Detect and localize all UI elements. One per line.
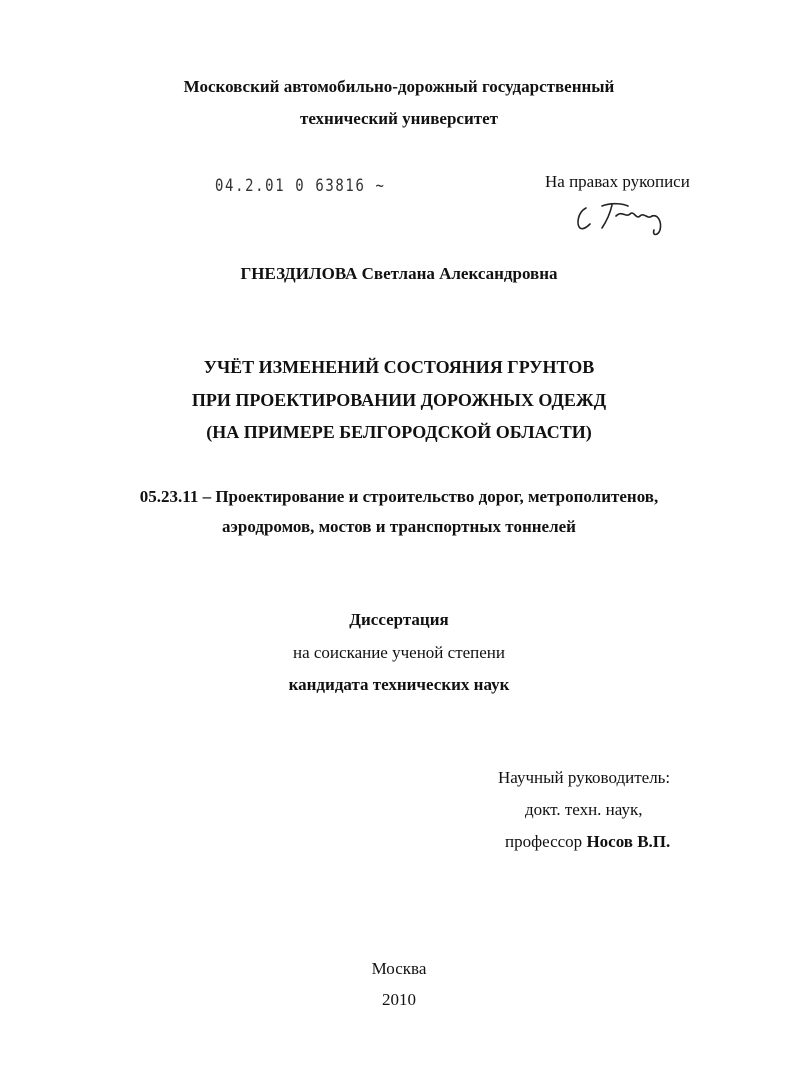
thesis-title-line1: УЧЁТ ИЗМЕНЕНИЙ СОСТОЯНИЯ ГРУНТОВ: [203, 357, 595, 377]
supervisor-rank: профессор: [505, 832, 587, 851]
year: 2010: [382, 990, 416, 1009]
author-surname: ГНЕЗДИЛОВА: [240, 264, 358, 283]
author-given-names: Светлана Александровна: [361, 264, 558, 283]
city: Москва: [371, 959, 427, 978]
author-name: [0, 263, 798, 285]
university-name-line2: технический университет: [299, 109, 499, 128]
registration-stamp: 04.2.01 0 63816 ~: [215, 176, 386, 196]
specialty-code: 05.23.11: [139, 487, 199, 506]
specialty-line1: [0, 486, 798, 508]
degree-name: кандидата технических наук: [288, 675, 510, 694]
university-name-line1: Московский автомобильно-дорожный государственный: [183, 77, 615, 96]
specialty-line2: аэродромов, мостов и транспортных тоннелей: [222, 517, 576, 536]
supervisor-label: Научный руководитель:: [498, 768, 671, 787]
thesis-title-line3: (НА ПРИМЕРЕ БЕЛГОРОДСКОЙ ОБЛАСТИ): [206, 422, 592, 442]
supervisor-name: Носов В.П.: [586, 832, 671, 851]
handwritten-signature: [572, 198, 676, 240]
manuscript-note: На правах рукописи: [545, 172, 690, 191]
supervisor-name-line: [505, 831, 670, 853]
specialty-description: – Проектирование и строительство дорог, метрополитенов,: [198, 487, 659, 506]
supervisor-credentials: докт. техн. наук,: [525, 800, 643, 819]
document-type: Диссертация: [349, 610, 449, 629]
degree-purpose: на соискание ученой степени: [292, 643, 506, 662]
thesis-title-line2: ПРИ ПРОЕКТИРОВАНИИ ДОРОЖНЫХ ОДЕЖД: [191, 390, 607, 410]
